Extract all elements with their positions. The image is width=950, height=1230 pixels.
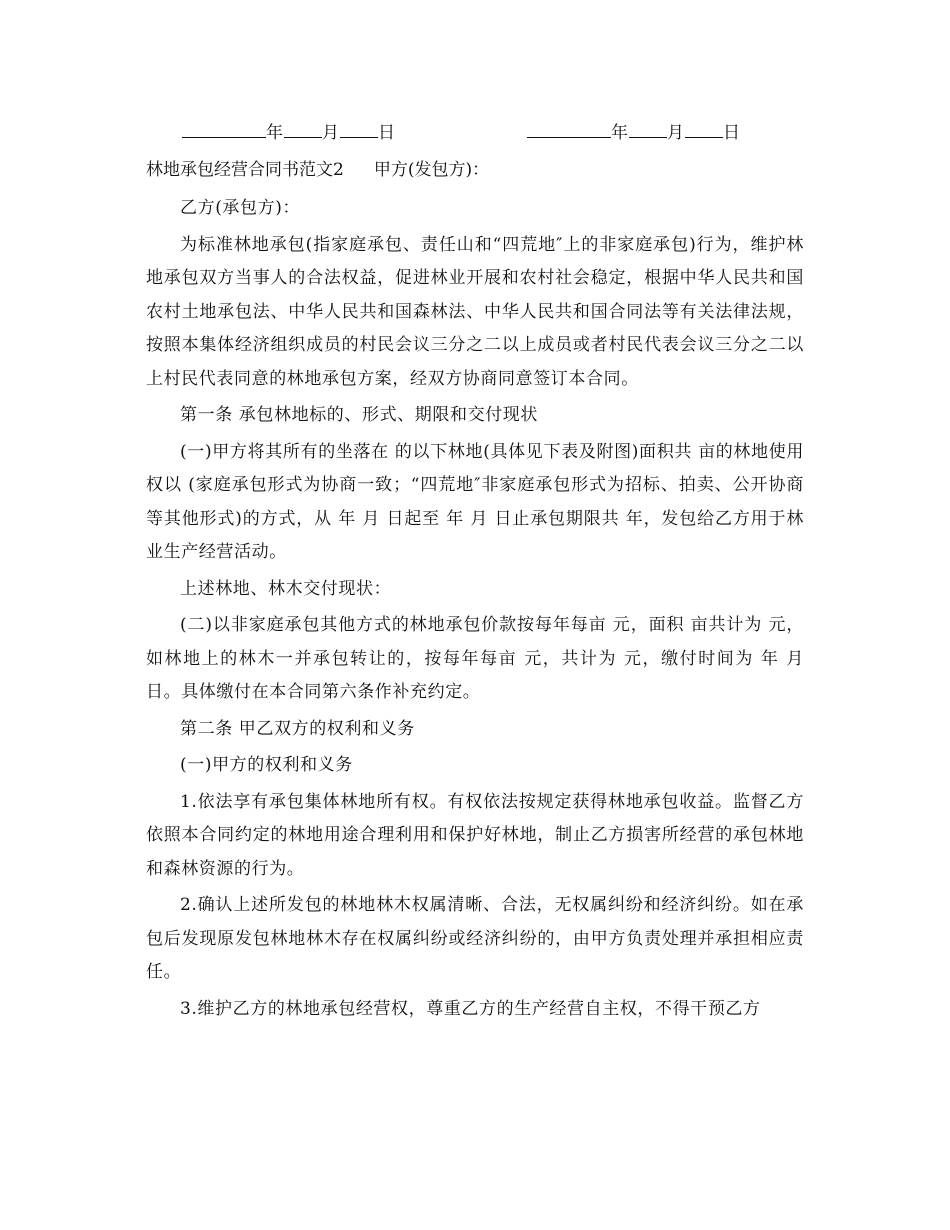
contract-body: [146, 192, 804, 1029]
heading-article-1: 第一条 承包林地标的、形式、期限和交付现状: [180, 405, 539, 425]
paragraph-article-1-item-1: (一)甲方将其所有的坐落在 的以下林地(具体见下表及附图)面积共 亩的林地使用权以 (家庭承包形式为协商一致；“四荒地″非家庭承包形式为招标、拍卖、公开协商等其他形式)的方式，从 年 月 日起至 年 月 日止承包期限共 年，发包给乙方用于林业生产经营活动。: [146, 441, 804, 562]
document-title: 林地承包经营合同书范文2: [146, 160, 344, 180]
party-a-label: 甲方(发包方)：: [373, 160, 490, 180]
day-label: 日: [723, 123, 741, 143]
heading-article-2: 第二条 甲乙双方的权利和义务: [180, 718, 415, 739]
year-blank: [182, 121, 266, 138]
paragraph-handover-status: 上述林地、林木交付现状：: [180, 578, 392, 599]
day-label: 日: [378, 123, 396, 143]
month-label: 月: [667, 123, 685, 143]
month-blank: [284, 121, 322, 138]
title-row: [146, 155, 489, 180]
paragraph-preamble: 为标准林地承包(指家庭承包、责任山和“四荒地″上的非家庭承包)行为，维护林地承包双方当事人的合法权益，促进林业开展和农村社会稳定，根据中华人民共和国农村土地承包法、中华人民共和国森林法、中华人民共和国合同法等有关法律法规，按照本集体经济组织成员的村民会议三分之二以上成员或者村民代表会议三分之二以上村民代表同意的林地承包方案，经双方协商同意签订本合同。: [146, 234, 804, 389]
day-blank: [685, 121, 723, 138]
subheading-party-a-rights: (一)甲方的权利和义务: [180, 755, 353, 775]
month-blank: [629, 121, 667, 138]
month-label: 月: [322, 123, 340, 143]
paragraph-clause-3: 3.维护乙方的林地承包经营权，尊重乙方的生产经营自主权，不得干预乙方: [180, 998, 761, 1019]
signature-date-left: [182, 118, 396, 143]
signature-date-right: [527, 118, 741, 143]
paragraph-article-1-item-2: (二)以非家庭承包其他方式的林地承包价款按每年每亩 元，面积 亩共计为 元，如林地上的林木一并承包转让的，按每年每亩 元，共计为 元，缴付时间为 年 月 日。具体缴付在本合同第六条作补充约定。: [146, 615, 804, 702]
day-blank: [340, 121, 378, 138]
year-label: 年: [266, 123, 284, 143]
paragraph-party-b: 乙方(承包方)：: [180, 198, 301, 218]
paragraph-clause-2: 2.确认上述所发包的林地林木权属清晰、合法，无权属纠纷和经济纠纷。如在承包后发现原发包林地林木存在权属纠纷或经济纠纷的，由甲方负责处理并承担相应责任。: [146, 895, 804, 982]
year-blank: [527, 121, 611, 138]
year-label: 年: [611, 123, 629, 143]
paragraph-clause-1: 1.依法享有承包集体林地所有权。有权依法按规定获得林地承包收益。监督乙方依照本合同约定的林地用途合理利用和保护好林地，制止乙方损害所经营的承包林地和森林资源的行为。: [146, 791, 804, 879]
